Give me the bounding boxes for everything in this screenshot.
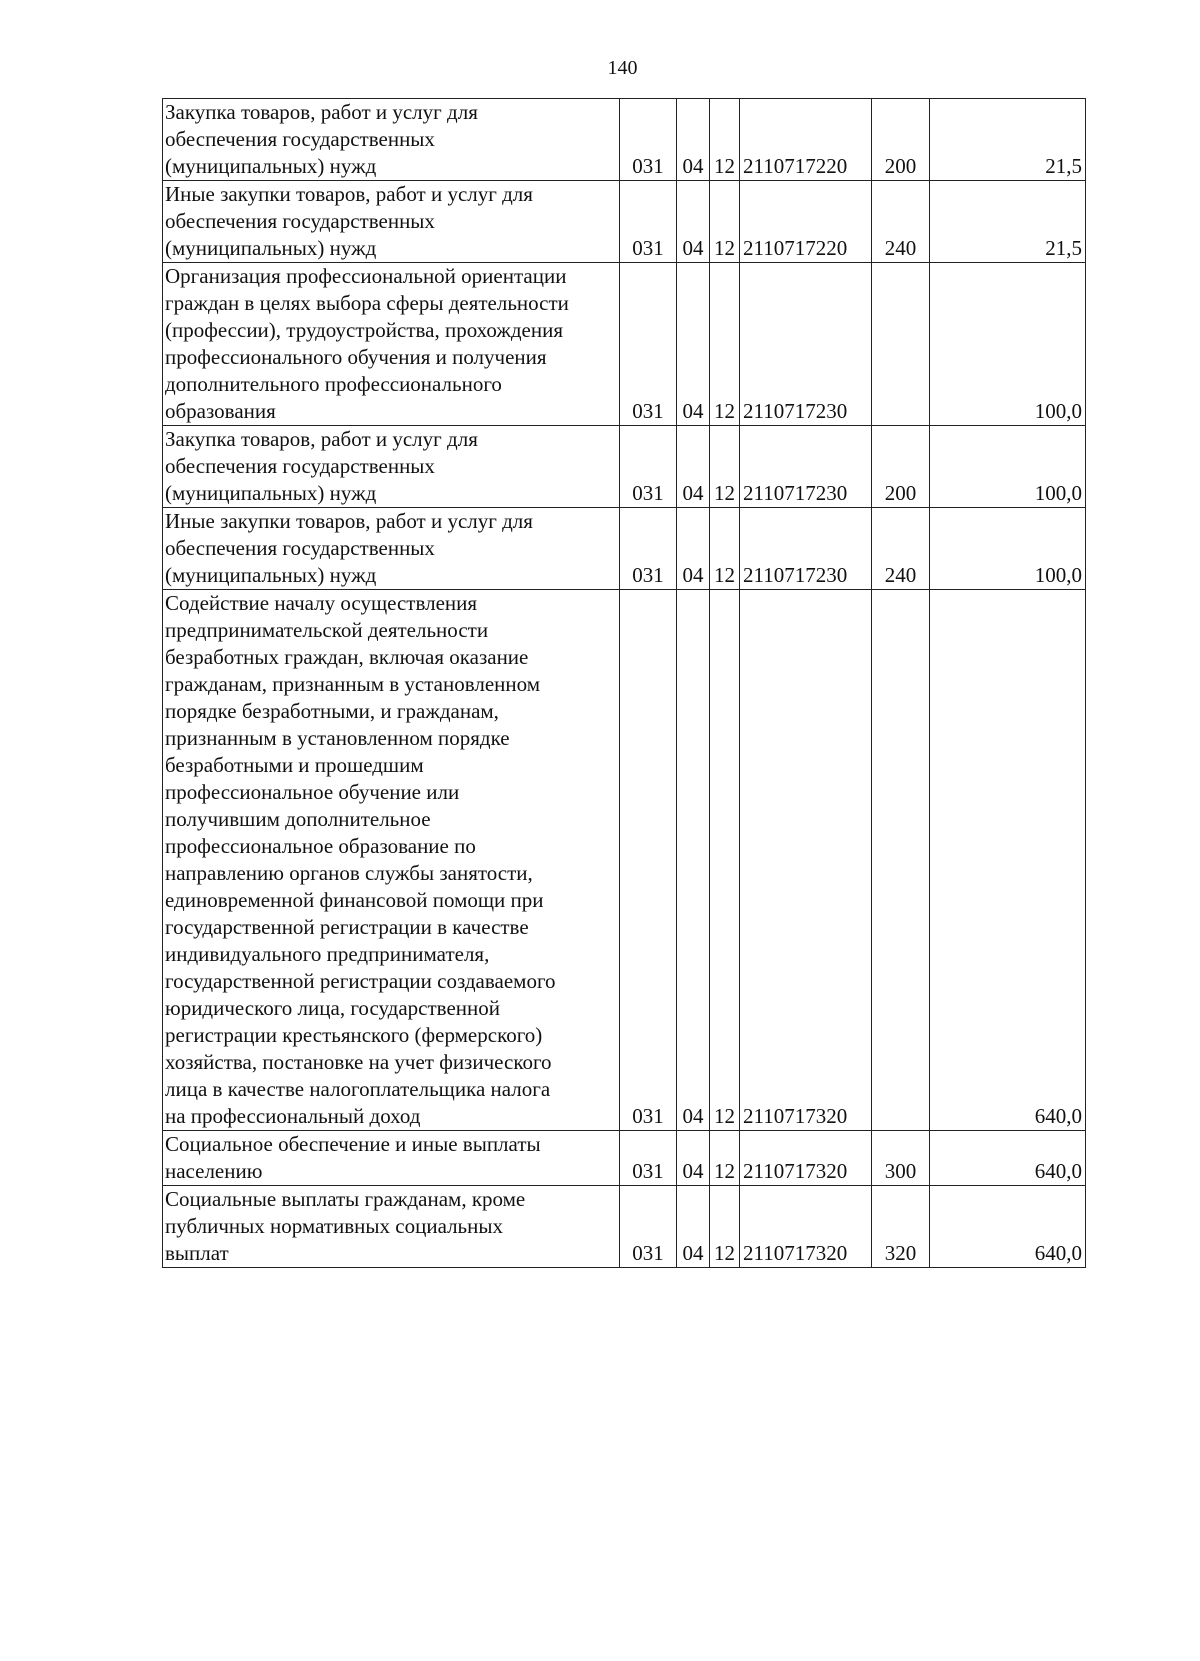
admin-code-cell: 031 [620, 181, 677, 263]
table-row [163, 1186, 1086, 1268]
description-line: юридического лица, государственной [165, 996, 500, 1020]
description-line: обеспечения государственных [165, 127, 435, 151]
section-code-cell: 04 [677, 1186, 710, 1268]
description-line: профессионального обучения и получения [165, 345, 547, 369]
subsection-code-cell: 12 [710, 99, 740, 181]
table-row [163, 181, 1086, 263]
table-row [163, 263, 1086, 426]
admin-code-cell: 031 [620, 263, 677, 426]
description-line: (муниципальных) нужд [165, 236, 377, 260]
section-code-cell: 04 [677, 1131, 710, 1186]
description-line: Закупка товаров, работ и услуг для [165, 100, 478, 124]
table-row [163, 590, 1086, 1131]
description-line: Закупка товаров, работ и услуг для [165, 427, 478, 451]
admin-code-cell: 031 [620, 426, 677, 508]
table-row [163, 99, 1086, 181]
description-line: Организация профессиональной ориентации [165, 264, 567, 288]
section-code-cell: 04 [677, 590, 710, 1131]
description-line: публичных нормативных социальных [165, 1214, 503, 1238]
target-article-cell: 2110717220 [740, 181, 872, 263]
expense-type-cell: 200 [872, 426, 930, 508]
description-line: безработных граждан, включая оказание [165, 645, 529, 669]
description-cell [163, 590, 620, 1131]
description-line: (муниципальных) нужд [165, 154, 377, 178]
description-cell [163, 1186, 620, 1268]
description-cell [163, 181, 620, 263]
description-line: хозяйства, постановке на учет физического [165, 1050, 552, 1074]
description-line: направлению органов службы занятости, [165, 861, 533, 885]
amount-cell: 640,0 [930, 1131, 1086, 1186]
amount-cell: 21,5 [930, 99, 1086, 181]
table-body [163, 99, 1086, 1268]
expense-type-cell [872, 263, 930, 426]
admin-code-cell: 031 [620, 1186, 677, 1268]
target-article-cell: 2110717230 [740, 263, 872, 426]
description-line: профессиональное образование по [165, 834, 476, 858]
description-line: обеспечения государственных [165, 209, 435, 233]
amount-cell: 21,5 [930, 181, 1086, 263]
expense-type-cell [872, 590, 930, 1131]
description-line: Иные закупки товаров, работ и услуг для [165, 182, 533, 206]
budget-table [162, 98, 1086, 1268]
expense-type-cell: 300 [872, 1131, 930, 1186]
section-code-cell: 04 [677, 263, 710, 426]
section-code-cell: 04 [677, 426, 710, 508]
description-line: образования [165, 399, 276, 423]
description-line: предпринимательской деятельности [165, 618, 489, 642]
description-line: населению [165, 1159, 263, 1183]
table-row [163, 1131, 1086, 1186]
admin-code-cell: 031 [620, 508, 677, 590]
description-line: индивидуального предпринимателя, [165, 942, 490, 966]
section-code-cell: 04 [677, 99, 710, 181]
description-cell [163, 508, 620, 590]
amount-cell: 100,0 [930, 263, 1086, 426]
description-cell [163, 99, 620, 181]
description-line: (муниципальных) нужд [165, 481, 377, 505]
description-line: получившим дополнительное [165, 807, 431, 831]
description-line: (профессии), трудоустройства, прохождения [165, 318, 564, 342]
description-line: Иные закупки товаров, работ и услуг для [165, 509, 533, 533]
description-line: Содействие началу осуществления [165, 591, 478, 615]
subsection-code-cell: 12 [710, 1186, 740, 1268]
subsection-code-cell: 12 [710, 181, 740, 263]
table-row [163, 508, 1086, 590]
page-number: 140 [607, 57, 638, 79]
description-line: обеспечения государственных [165, 536, 435, 560]
description-line: безработными и прошедшим [165, 753, 424, 777]
description-line: единовременной финансовой помощи при [165, 888, 544, 912]
section-code-cell: 04 [677, 181, 710, 263]
description-line: порядке безработными, и гражданам, [165, 699, 499, 723]
expense-type-cell: 200 [872, 99, 930, 181]
description-line: обеспечения государственных [165, 454, 435, 478]
description-cell [163, 1131, 620, 1186]
amount-cell: 100,0 [930, 426, 1086, 508]
subsection-code-cell: 12 [710, 1131, 740, 1186]
target-article-cell: 2110717220 [740, 99, 872, 181]
amount-cell: 100,0 [930, 508, 1086, 590]
target-article-cell: 2110717320 [740, 1131, 872, 1186]
expense-type-cell: 320 [872, 1186, 930, 1268]
description-line: (муниципальных) нужд [165, 563, 377, 587]
description-line: регистрации крестьянского (фермерского) [165, 1023, 543, 1047]
admin-code-cell: 031 [620, 1131, 677, 1186]
target-article-cell: 2110717320 [740, 1186, 872, 1268]
admin-code-cell: 031 [620, 590, 677, 1131]
target-article-cell: 2110717230 [740, 426, 872, 508]
description-line: на профессиональный доход [165, 1104, 421, 1128]
description-line: государственной регистрации в качестве [165, 915, 529, 939]
amount-cell: 640,0 [930, 590, 1086, 1131]
description-line: лица в качестве налогоплательщика налога [165, 1077, 551, 1101]
expense-type-cell: 240 [872, 508, 930, 590]
description-cell [163, 263, 620, 426]
section-code-cell: 04 [677, 508, 710, 590]
expense-type-cell: 240 [872, 181, 930, 263]
description-line: признанным в установленном порядке [165, 726, 510, 750]
subsection-code-cell: 12 [710, 508, 740, 590]
description-cell [163, 426, 620, 508]
description-line: государственной регистрации создаваемого [165, 969, 556, 993]
amount-cell: 640,0 [930, 1186, 1086, 1268]
subsection-code-cell: 12 [710, 426, 740, 508]
subsection-code-cell: 12 [710, 263, 740, 426]
description-line: Социальные выплаты гражданам, кроме [165, 1187, 526, 1211]
table-row [163, 426, 1086, 508]
target-article-cell: 2110717320 [740, 590, 872, 1131]
description-line: дополнительного профессионального [165, 372, 502, 396]
description-line: выплат [165, 1241, 229, 1265]
admin-code-cell: 031 [620, 99, 677, 181]
target-article-cell: 2110717230 [740, 508, 872, 590]
description-line: профессиональное обучение или [165, 780, 460, 804]
description-line: граждан в целях выбора сферы деятельности [165, 291, 569, 315]
description-line: Социальное обеспечение и иные выплаты [165, 1132, 541, 1156]
description-line: гражданам, признанным в установленном [165, 672, 541, 696]
subsection-code-cell: 12 [710, 590, 740, 1131]
